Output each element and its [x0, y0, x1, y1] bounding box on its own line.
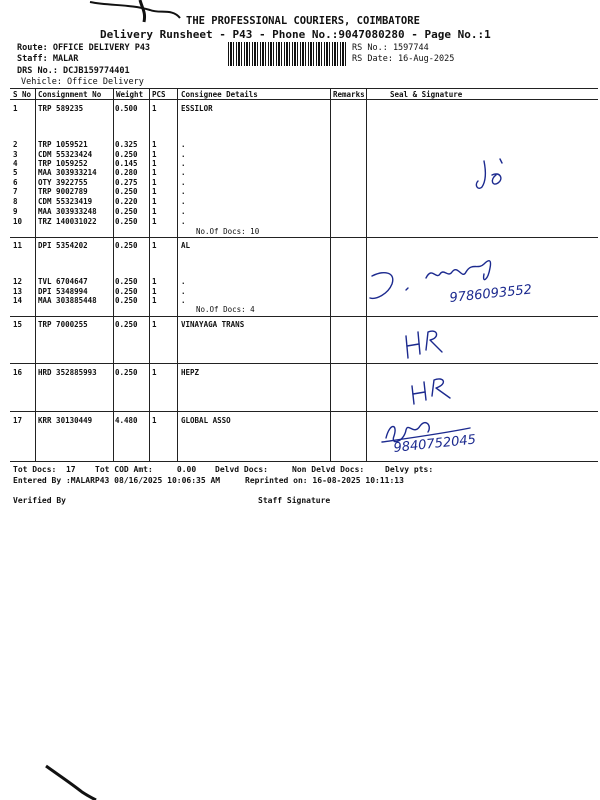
cell-weight: 0.250: [115, 368, 138, 377]
header-seal-signature: Seal & Signature: [390, 90, 463, 99]
header-pcs: PCS: [152, 90, 166, 99]
cell-weight: 0.145: [115, 159, 138, 168]
cell-consignee: .: [181, 159, 186, 168]
col-rule: [35, 88, 36, 461]
drs-number: DRS No.: DCJB159774401: [17, 66, 130, 76]
non-delivered-docs: Non Delvd Docs:: [292, 465, 365, 474]
cell-weight: 0.250: [115, 217, 138, 226]
cell-sno: 16: [13, 368, 23, 377]
cell-weight: 0.275: [115, 178, 138, 187]
cell-pcs: 1: [152, 187, 157, 196]
cell-weight: 0.250: [115, 287, 138, 296]
cell-consignee: .: [181, 187, 186, 196]
cell-pcs: 1: [152, 140, 157, 149]
cell-weight: 0.250: [115, 296, 138, 305]
cell-sno: 5: [13, 168, 18, 177]
col-rule: [149, 88, 150, 461]
signature-hr-1: [398, 324, 448, 362]
cell-consignment-no: TRP 7000255: [38, 320, 88, 329]
cell-sno: 1: [13, 104, 18, 113]
cell-consignee: HEPZ: [181, 368, 200, 377]
cell-consignee: .: [181, 150, 186, 159]
cell-consignee: .: [181, 197, 186, 206]
scan-smudge-top: [80, 0, 200, 30]
cell-consignee: .: [181, 168, 186, 177]
signature-phone: 9840752045: [392, 432, 477, 456]
cell-consignment-no: DPI 5348994: [38, 287, 88, 296]
header-consignee-details: Consignee Details: [181, 90, 258, 99]
signature-phone: 9786093552: [448, 282, 533, 306]
group-rule-3: [10, 363, 598, 364]
table-top-rule: [10, 88, 598, 89]
delivered-docs: Delvd Docs:: [215, 465, 268, 474]
total-cod-amount: Tot COD Amt: 0.00: [95, 465, 197, 474]
cell-weight: 0.250: [115, 150, 138, 159]
cell-consignment-no: TRZ 140031022: [38, 217, 97, 226]
header-remarks: Remarks: [333, 90, 365, 99]
cell-pcs: 1: [152, 217, 157, 226]
delivery-points: Delvy pts:: [385, 465, 434, 474]
verified-by: Verified By: [13, 496, 66, 505]
cell-sno: 10: [13, 217, 23, 226]
cell-consignee: ESSILOR: [181, 104, 213, 113]
group-rule-1: [10, 237, 598, 238]
cell-consignee: .: [181, 207, 186, 216]
cell-sno: 13: [13, 287, 23, 296]
cell-consignment-no: KRR 30130449: [38, 416, 93, 425]
rs-number: RS No.: 1597744: [352, 43, 429, 53]
signature-2: [366, 250, 566, 312]
cell-sno: 2: [13, 140, 18, 149]
cell-consignment-no: TRP 1059521: [38, 140, 88, 149]
table-header-rule: [10, 99, 598, 100]
cell-consignment-no: MAA 303885448: [38, 296, 97, 305]
cell-consignment-no: MAA 303933248: [38, 207, 97, 216]
cell-weight: 0.220: [115, 197, 138, 206]
staff-signature: Staff Signature: [258, 496, 331, 505]
col-rule: [177, 88, 178, 461]
group-rule-2: [10, 316, 598, 317]
cell-pcs: 1: [152, 197, 157, 206]
cell-consignment-no: TRP 1059252: [38, 159, 88, 168]
company-title: THE PROFESSIONAL COURIERS, COIMBATORE: [186, 15, 420, 27]
cell-pcs: 1: [152, 296, 157, 305]
cell-consignee: .: [181, 178, 186, 187]
rs-date: RS Date: 16-Aug-2025: [352, 54, 455, 64]
col-rule: [113, 88, 114, 461]
cell-pcs: 1: [152, 241, 157, 250]
total-docs: Tot Docs: 17: [13, 465, 76, 474]
cell-weight: 0.250: [115, 320, 138, 329]
cell-sno: 12: [13, 277, 23, 286]
table-bottom-rule: [10, 461, 598, 462]
cell-sno: 7: [13, 187, 18, 196]
cell-consignee: .: [181, 296, 186, 305]
header-consignment-no: Consignment No: [38, 90, 102, 99]
cell-sno: 4: [13, 159, 18, 168]
cell-pcs: 1: [152, 150, 157, 159]
cell-pcs: 1: [152, 368, 157, 377]
cell-consignment-no: MAA 303933214: [38, 168, 97, 177]
cell-consignee: .: [181, 287, 186, 296]
cell-weight: 0.250: [115, 241, 138, 250]
cell-consignment-no: TRP 589235: [38, 104, 84, 113]
cell-weight: 0.250: [115, 207, 138, 216]
doc-count: No.Of Docs: 10: [196, 227, 260, 236]
cell-consignment-no: CDM 55323419: [38, 197, 93, 206]
cell-sno: 6: [13, 178, 18, 187]
barcode: [228, 42, 346, 66]
cell-sno: 17: [13, 416, 23, 425]
col-rule: [330, 88, 331, 461]
staff-label: Staff: MALAR: [17, 54, 79, 64]
cell-consignee: AL: [181, 241, 191, 250]
cell-consignment-no: TRP 9002789: [38, 187, 88, 196]
cell-consignment-no: DPI 5354202: [38, 241, 88, 250]
cell-consignee: .: [181, 217, 186, 226]
cell-pcs: 1: [152, 277, 157, 286]
header-sno: S No: [13, 90, 32, 99]
cell-sno: 9: [13, 207, 18, 216]
cell-pcs: 1: [152, 168, 157, 177]
cell-weight: 4.480: [115, 416, 138, 425]
cell-weight: 0.250: [115, 187, 138, 196]
cell-weight: 0.325: [115, 140, 138, 149]
cell-pcs: 1: [152, 104, 157, 113]
cell-weight: 0.500: [115, 104, 138, 113]
cell-sno: 14: [13, 296, 23, 305]
header-weight: Weight: [116, 90, 144, 99]
cell-pcs: 1: [152, 178, 157, 187]
entered-by: Entered By :MALARP43 08/16/2025 10:06:35 AM: [13, 476, 221, 485]
cell-sno: 3: [13, 150, 18, 159]
cell-pcs: 1: [152, 159, 157, 168]
cell-pcs: 1: [152, 416, 157, 425]
reprinted-on: Reprinted on: 16-08-2025 10:11:13: [245, 476, 404, 485]
signature-hr-2: [404, 372, 456, 408]
vehicle-label: Vehicle: Office Delivery: [21, 77, 144, 87]
cell-consignee: GLOBAL ASSO: [181, 416, 231, 425]
signature-3: [380, 412, 520, 458]
cell-weight: 0.250: [115, 277, 138, 286]
cell-sno: 11: [13, 241, 23, 250]
cell-weight: 0.280: [115, 168, 138, 177]
route-label: Route: OFFICE DELIVERY P43: [17, 43, 151, 53]
cell-consignee: .: [181, 277, 186, 286]
signature-1: [470, 155, 520, 195]
doc-count: No.Of Docs: 4: [196, 305, 255, 314]
cell-consignment-no: CDM 55323424: [38, 150, 93, 159]
cell-consignment-no: HRD 352885993: [38, 368, 97, 377]
runsheet-title: Delivery Runsheet - P43 - Phone No.:9047080280 - Page No.:1: [100, 28, 491, 41]
cell-pcs: 1: [152, 287, 157, 296]
cell-consignee: .: [181, 140, 186, 149]
cell-pcs: 1: [152, 207, 157, 216]
scan-smudge-bottom: [40, 760, 110, 800]
cell-sno: 15: [13, 320, 23, 329]
cell-pcs: 1: [152, 320, 157, 329]
cell-consignee: VINAYAGA TRANS: [181, 320, 245, 329]
cell-sno: 8: [13, 197, 18, 206]
cell-consignment-no: OTY 3922755: [38, 178, 88, 187]
cell-consignment-no: TVL 6704647: [38, 277, 88, 286]
